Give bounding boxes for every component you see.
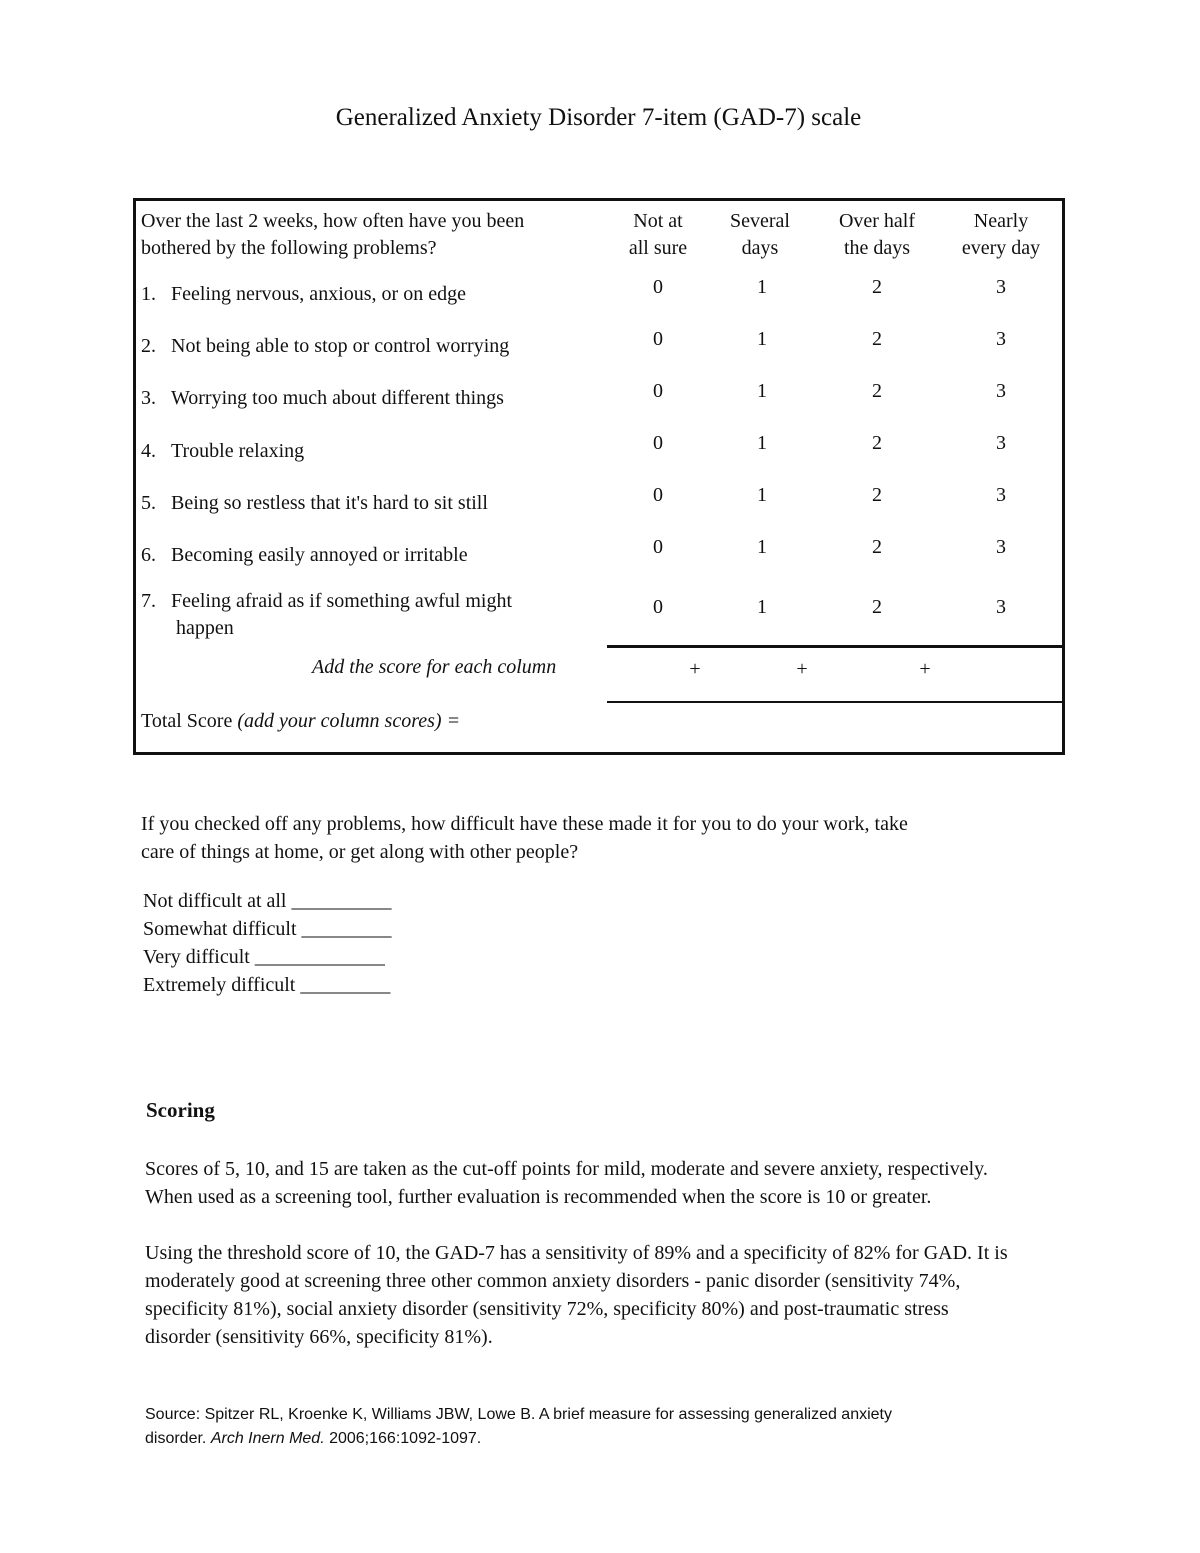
score-option[interactable]: 1 xyxy=(757,596,767,618)
plus-sign: + xyxy=(689,658,701,680)
score-option[interactable]: 0 xyxy=(653,276,663,298)
plus-sign: + xyxy=(796,658,808,680)
difficulty-options xyxy=(143,887,392,999)
option-somewhat-difficult[interactable]: Somewhat difficult _________ xyxy=(143,918,392,940)
option-not-difficult[interactable]: Not difficult at all __________ xyxy=(143,890,392,912)
divider xyxy=(607,645,1065,648)
score-option[interactable]: 3 xyxy=(996,432,1006,454)
table-question-line1: Over the last 2 weeks, how often have you been xyxy=(141,210,525,232)
score-option[interactable]: 2 xyxy=(872,536,882,558)
list-item: 5. Being so restless that it's hard to sit still xyxy=(141,492,488,514)
column-header-over-half: Over half the days xyxy=(838,210,916,259)
scoring-paragraph-2: Using the threshold score of 10, the GAD-7 has a sensitivity of 89% and a specificity of 82% for GAD. It is moderately good at screening three other common anxiety disorders - panic disorder (sensitivity 74%, specificity 81%), social anxiety disorder (sensitivity 72%, specificity 80%) and post-traumatic stress disorder (sensitivity 66%, specificity 81%). xyxy=(145,1242,1008,1348)
source-citation: Source: Spitzer RL, Kroenke K, Williams JBW, Lowe B. A brief measure for assessing generalized anxiety disorder. Arch Inern Med. 2006;166:1092-1097. xyxy=(145,1406,892,1447)
scoring-heading: Scoring xyxy=(146,1098,215,1122)
option-very-difficult[interactable]: Very difficult _____________ xyxy=(143,946,385,968)
plus-sign: + xyxy=(919,658,931,680)
score-option[interactable]: 0 xyxy=(653,432,663,454)
difficulty-question: If you checked off any problems, how difficult have these made it for you to do your work, take care of things at home, or get along with other people? xyxy=(141,813,908,863)
option-extremely-difficult[interactable]: Extremely difficult _________ xyxy=(143,974,391,996)
score-option[interactable]: 1 xyxy=(757,432,767,454)
score-option[interactable]: 1 xyxy=(757,536,767,558)
score-option[interactable]: 2 xyxy=(872,276,882,298)
score-option[interactable]: 3 xyxy=(996,536,1006,558)
score-option[interactable]: 2 xyxy=(872,484,882,506)
list-item: 7. Feeling afraid as if something awful might happen xyxy=(141,590,513,639)
score-option[interactable]: 2 xyxy=(872,328,882,350)
add-score-label: Add the score for each column xyxy=(312,656,557,678)
list-item: 3. Worrying too much about different things xyxy=(141,387,504,409)
divider xyxy=(607,701,1065,703)
scoring-paragraph-1: Scores of 5, 10, and 15 are taken as the cut-off points for mild, moderate and severe anxiety, respectively. When used as a screening tool, further evaluation is recommended when the score is 10 or greater. xyxy=(145,1158,988,1208)
score-option[interactable]: 3 xyxy=(996,328,1006,350)
score-option[interactable]: 0 xyxy=(653,328,663,350)
score-option[interactable]: 3 xyxy=(996,276,1006,298)
list-item: 4. Trouble relaxing xyxy=(141,440,305,462)
list-item: 2. Not being able to stop or control worrying xyxy=(141,335,510,357)
score-option[interactable]: 1 xyxy=(757,276,767,298)
list-item: 6. Becoming easily annoyed or irritable xyxy=(141,544,468,566)
score-option[interactable]: 2 xyxy=(872,432,882,454)
score-option[interactable]: 2 xyxy=(872,380,882,402)
score-option[interactable]: 3 xyxy=(996,484,1006,506)
score-option[interactable]: 0 xyxy=(653,484,663,506)
score-option[interactable]: 0 xyxy=(653,380,663,402)
score-option[interactable]: 3 xyxy=(996,380,1006,402)
table-question xyxy=(141,208,524,262)
column-header-nearly-every-day: Nearly every day xyxy=(961,210,1041,259)
list-item: 1. Feeling nervous, anxious, or on edge xyxy=(141,283,466,305)
score-option[interactable]: 0 xyxy=(653,536,663,558)
total-score-label: Total Score (add your column scores) = xyxy=(141,710,461,732)
score-option[interactable]: 2 xyxy=(872,596,882,618)
score-option[interactable]: 3 xyxy=(996,596,1006,618)
score-option[interactable]: 0 xyxy=(653,596,663,618)
column-header-not-at-all: Not at all sure xyxy=(628,210,688,259)
score-option[interactable]: 1 xyxy=(757,380,767,402)
column-header-several-days: Several days xyxy=(730,210,790,259)
score-option[interactable]: 1 xyxy=(757,328,767,350)
page-title: Generalized Anxiety Disorder 7-item (GAD-7) scale xyxy=(335,104,862,131)
score-option[interactable]: 1 xyxy=(757,484,767,506)
table-question-line2: bothered by the following problems? xyxy=(141,237,437,259)
